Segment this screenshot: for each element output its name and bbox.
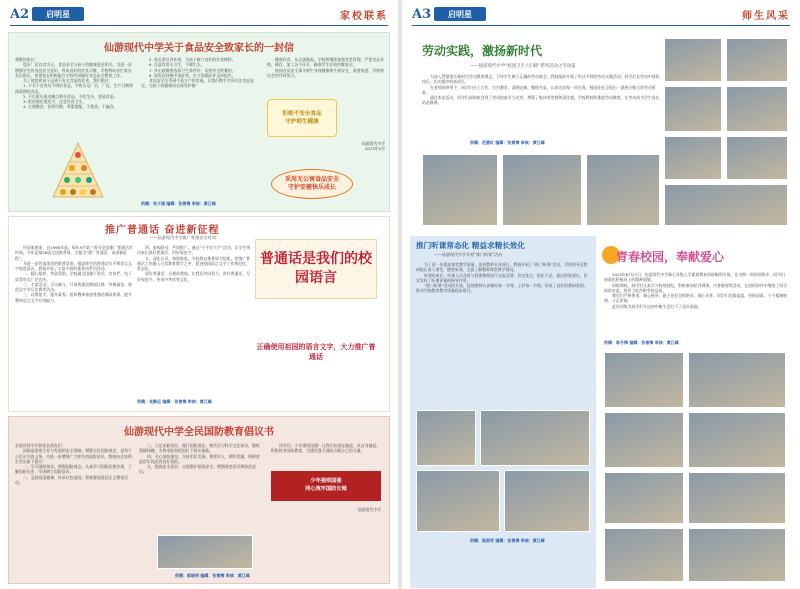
paragraph: 二、弘扬爱国精神，传承红色基因。积极参加爱国主义教育活动。	[15, 474, 129, 485]
paragraph: 同学们，少年强则国强！让我们从现在做起，从自身做起，积极投身国防教育，为建设强大国防贡献自己的力量。	[271, 443, 381, 454]
paragraph: 听课结束后，听课人员及时与授课教师进行交流反馈，肯定优点，指出不足，提出改进建议，切实发挥了听课评课的指导作用。	[416, 272, 588, 283]
paragraph: 7. 外出就餐要选择卫生条件好、证照齐全的餐馆。	[149, 67, 236, 73]
labor-photo	[664, 136, 722, 180]
paragraph: 二、丰富活动，全员参与。开展普通话朗诵比赛、经典诵读、规范汉字书写比赛等活动。	[15, 281, 132, 293]
right-page	[402, 0, 800, 589]
labor-credit: 供稿：范惠红 编辑：张雪梅 审核：黄江峰	[470, 140, 545, 145]
mandarin-article	[8, 216, 390, 412]
right-logo: 启明星	[434, 7, 486, 21]
paragraph: 为进一步营造浓厚的推普氛围，提高师生的普通话水平和语言文字规范意识，我校开展了丰富多彩的推普周系列活动。	[15, 260, 132, 272]
paragraph: 此次训练为同学们开启初中新生活打下了良好基础。	[612, 303, 702, 309]
defense-signature: 仙游现代中学	[357, 507, 381, 512]
defense-title: 仙游现代中学全民国防教育倡议书	[124, 427, 274, 438]
food-safety-credit: 供稿：张子涵 编辑：张雪梅 审核：黄江峰	[141, 201, 216, 206]
youth-photo	[688, 352, 786, 408]
defense-banner	[271, 471, 381, 501]
food-safety-signature	[267, 141, 385, 165]
class-observation-article	[410, 236, 596, 588]
youth-title: 青春校园，奉献爱心	[616, 250, 725, 264]
defense-meeting-photo	[157, 535, 253, 569]
class-photo	[480, 410, 590, 466]
youth-photo	[688, 528, 786, 582]
paragraph: 2023年8月27日，仙游现代中学新七年级入学素质教育训练顺利开展。在为期一周的训练中，同学们展现出积极向上的精神面貌。	[604, 272, 785, 283]
class-photo	[416, 470, 500, 532]
youth-photo	[688, 412, 786, 468]
labor-photo	[502, 154, 582, 226]
paragraph: 五、提高安全意识，自觉维护国家安全。增强保密意识和防范意识。	[139, 464, 256, 475]
defense-col1	[15, 443, 133, 577]
youth-article	[598, 236, 792, 588]
paragraph: 4. 合理膳食，营养均衡，荤素搭配，不挑食，不偏食。	[23, 104, 118, 110]
left-page	[0, 0, 398, 589]
oval-text: 采用无公害食品安全 守护安健快乐成长	[284, 175, 339, 191]
youth-body	[604, 272, 788, 334]
class-photo	[504, 470, 590, 532]
food-safety-col1	[15, 57, 135, 137]
class-observation-body	[416, 262, 590, 406]
class-observation-credit: 供稿：陈丽芳 编辑：张雪梅 审核：黄江峰	[470, 538, 545, 543]
mandarin-credit: 供稿：张静远 编辑：张雪梅 审核：黄江峰	[137, 399, 212, 404]
youth-photo	[604, 472, 684, 524]
paragraph: 在老师的带领下，同学们分工合作，打扫教室、清理走廊、整理书桌，认真完成每一项任务。校园处处呈现出一派热火朝天的劳动景象。	[422, 84, 656, 95]
youth-photo	[604, 412, 684, 468]
food-safety-oval-badge	[271, 169, 353, 199]
paragraph: 为深入贯彻落实新时代劳动教育理念，引导学生树立正确的劳动观念，我校组织开展了形式多样的劳动实践活动。同学们在劳动中体验快乐，在实践中收获成长。	[422, 74, 660, 85]
labor-subtitle: ——仙游现代中学“校园卫生大扫除”系列活动之劳动篇	[470, 64, 576, 69]
labor-photo	[586, 154, 660, 226]
paragraph: 2. 不在街头流动摊点购买食品，不吃生冷、变质食品。	[23, 93, 118, 99]
signature-date: 2023年9月	[364, 146, 385, 152]
mandarin-col1	[15, 245, 133, 405]
paragraph: 国防是国家生存与发展的安全保障。增强全民国防观念，是每个公民应尽的义务。为进一步增强广大师生的国防意识，我校向全体师生发出如下倡议：	[15, 448, 132, 464]
mandarin-slogan: 普通话是我们的校园语言	[260, 251, 372, 286]
class-observation-title: 推门听课常态化 精益求精长效化	[416, 241, 525, 250]
labor-photo	[726, 86, 788, 132]
labor-title: 劳动实践，激扬新时代	[422, 44, 543, 58]
youth-credit: 供稿：陈冬梅 编辑：张雪梅 审核：黄江峰	[604, 340, 679, 345]
labor-photo	[726, 136, 788, 180]
food-safety-col2	[141, 57, 261, 197]
left-section-title: 家校联系	[340, 11, 388, 22]
defense-article	[8, 416, 390, 584]
paragraph: “推门听课”活动的开展，促使教师认真备好每一节课、上好每一节课，形成了良好的教研氛围，推动学校教育教学质量稳步提升。	[416, 283, 588, 294]
signature-school: 仙游现代中学	[361, 141, 385, 146]
paragraph: 教官们严格要求，耐心指导；班主任们全程陪伴，细心关怀。同学们克服高温，坚持训练，个个精神饱满，斗志昂扬。	[604, 293, 788, 304]
mandarin-motto: 正确使用祖国的语言文字，大力推广普通话	[256, 342, 376, 361]
paragraph: 一、学习国防知识，增强国防观念。认真学习国防法律法规，了解国防历史，牢固树立国防意识。	[15, 464, 132, 475]
poster-text: 拒绝不安全食品 守护师生健康	[282, 110, 322, 125]
labor-photo	[664, 38, 722, 82]
paragraph: 四、家校联动，共同推广。通过“小手拉大手”活动，让学生带动家长说好普通话，用好规范字。	[137, 245, 251, 256]
mandarin-subtitle: ——仙游现代中学推广普通话宣传周	[149, 235, 217, 240]
paragraph: 通过本次活动，同学们深刻体会到了劳动的艰辛与光荣，增强了集体荣誉感和责任感。学校将持续推进劳动教育，让劳动成为学生成长的必修课。	[422, 95, 660, 106]
paragraph: 5. 家长要以身作则，为孩子树立良好的饮食榜样。	[149, 57, 236, 62]
food-safety-article	[8, 32, 390, 212]
paragraph: 8. 如发现食物中毒症状，应立即就医并及时报告。	[149, 72, 236, 78]
youth-photo	[688, 472, 786, 524]
class-photo	[416, 410, 476, 466]
mandarin-col2	[137, 245, 251, 395]
food-safety-poster	[267, 99, 337, 137]
banner-text: 少年强则国强 同心筑牢国防长城	[305, 478, 347, 492]
paragraph: 校园食品安全事关师生身体健康和生命安全，需要家庭、学校和社会的共同努力。	[267, 67, 384, 78]
paragraph: 1. 不买不食来历不明的食品，不购买无厂名、厂址、生产日期和保质期的食品。	[15, 83, 133, 94]
paragraph: 说好普通话，方便你我他。让我们共同努力，讲好普通话，写好规范字，传承中华优秀文化。	[137, 271, 251, 282]
paragraph: 为了进一步提高课堂教学质量，促进教师专业成长，我校开展了“推门听课”活动。学校领导及教研组长深入课堂，随堂听课，全面了解教师课堂教学情况。	[416, 262, 588, 273]
mandarin-slogan-box	[255, 239, 377, 299]
paragraph: 五、深化认识，持续推进。学校将以推普周为契机，把推广普通话工作融入日常教育教学之中，促进校园语言文字工作规范化、常态化。	[137, 255, 251, 272]
defense-col3	[271, 443, 381, 469]
paragraph: 四、关心国防建设，支持军队发展。尊重军人，拥军优属，积极营造崇军尚武的良好氛围。	[139, 453, 260, 464]
right-page-number: A3	[412, 7, 432, 22]
paragraph: 一、精心组织，营造氛围。学校通过国旗下讲话、宣传栏、电子屏等形式广泛宣传。	[15, 271, 132, 282]
youth-photo	[604, 352, 684, 408]
paragraph: 6. 注意饮用水卫生，不喝生水。	[149, 62, 205, 68]
right-header	[412, 4, 790, 26]
defense-credit: 供稿：郭晓明 编辑：张雪梅 审核：黄江峰	[175, 573, 250, 578]
paragraph: 三、立足本职岗位，践行国防责任。刻苦学习科学文化知识，锻炼强健体魄，为将来报效祖国打下坚实基础。	[139, 443, 260, 454]
labor-photo	[664, 184, 788, 226]
labor-photo	[664, 86, 722, 132]
food-pyramid-icon	[51, 141, 105, 199]
labor-photo	[726, 38, 788, 82]
paragraph: 亲爱的同学们和家长朋友们：	[15, 443, 66, 448]
right-section-title: 师生风采	[742, 11, 790, 22]
left-logo: 启明星	[32, 7, 84, 21]
paragraph: 训练期间，同学们认真学习校规校纪，积极参加队列训练、内务整理等活动，在团结协作中增进了同学间的友谊，培养了吃苦耐劳的品质。	[604, 282, 788, 293]
paragraph: 食品安全关系到千家万户的幸福，让我们携手共同关注食品安全，为孩子的健康成长保驾护航！	[141, 78, 255, 89]
paragraph: 健康饮食，从点滴做起。学校将继续加强食堂管理，严把食品采购、储存、加工各个环节，确保学生在校用餐安全。	[267, 57, 384, 68]
class-observation-subtitle: ——仙游现代中学开展“推门听课”活动	[434, 252, 503, 257]
paragraph: 尊敬的家长：	[15, 57, 39, 62]
labor-article	[410, 32, 792, 232]
labor-body	[422, 74, 660, 134]
paragraph: 为了使您和孩子远离不安全食品的危害，我们倡议：	[23, 78, 113, 84]
mandarin-title: 推广普通话 奋进新征程	[105, 225, 220, 236]
paragraph: 三、以赛促学，提升素养。组织教师参加普通话测试培训，提升教师语言文字应用能力。	[15, 292, 132, 303]
paragraph: 3. 饭前便后要洗手，注意饮食卫生。	[23, 99, 87, 105]
food-safety-col3	[267, 57, 385, 97]
paragraph: 您好！民以食为天，食品安全与孩子的健康息息相关。为进一步增强学生的食品安全意识，养成良好的饮食习惯，学校特向各位家长发出倡议，希望家长积极配合学校共同做好食品安全教育工作。	[15, 62, 132, 78]
labor-photo	[422, 154, 498, 226]
food-safety-title: 仙游现代中学关于食品安全致家长的一封信	[104, 43, 294, 54]
paragraph: 经国家批准，自1998年起，每年9月第三周为全国推广普通话宣传周。今年是第26届全国推普周，主题为“推广普通话，奋进新征程”。	[15, 245, 133, 261]
left-page-number: A2	[10, 7, 30, 22]
left-header	[10, 4, 388, 26]
defense-col2	[139, 443, 263, 533]
youth-photo	[604, 528, 684, 582]
